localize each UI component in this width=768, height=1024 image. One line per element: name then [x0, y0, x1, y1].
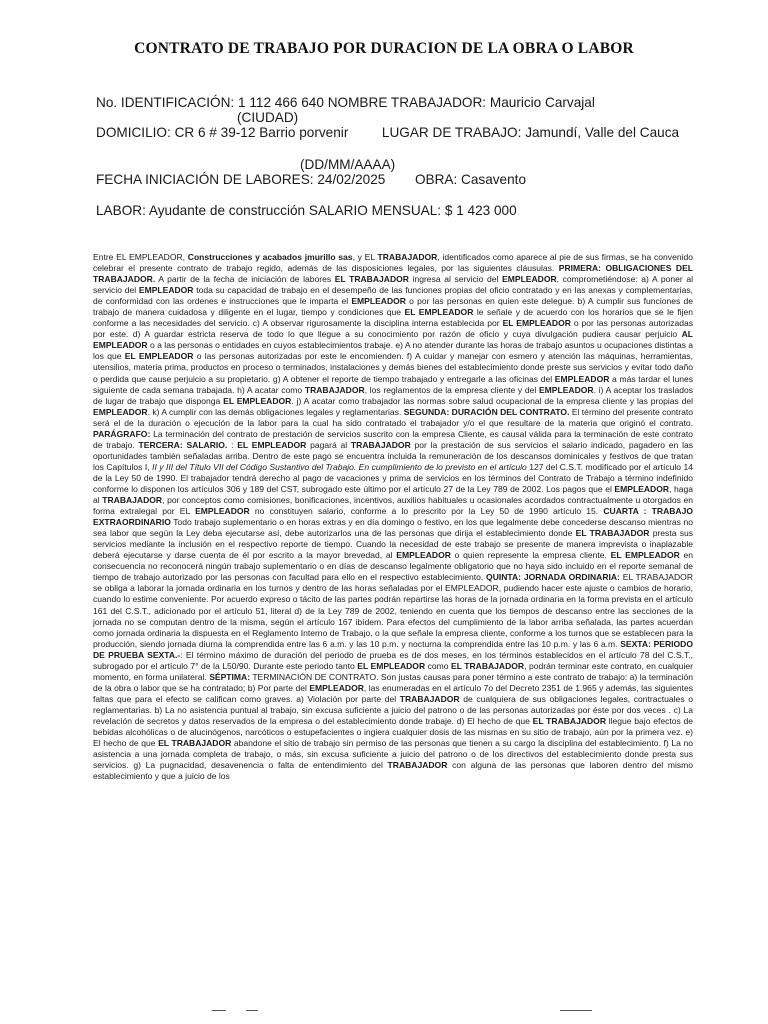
clause-text: , por conceptos como comisiones, bonificaciones, incentivos, auxilios habituales u ocasionales acordados contractualmente u otorgados en forma extralegal por EL: [93, 495, 693, 517]
clause-term: EL TRABAJADOR: [532, 715, 607, 726]
clause-heading: SEXTA: PERIODO DE PRUEBA SEXTA.-: [93, 638, 694, 660]
clause-text: Entre EL EMPLEADOR,: [93, 252, 188, 262]
worker-name-value: Mauricio Carvajal: [489, 95, 595, 110]
clause-text: o las personas autorizadas por este le encomienden. f) A cuidar y manejar con esmero y atención las máquinas, herramientas, utensilios, materia prima, productos en proceso o terminados, instalaciones y demás bienes del establecimiento donde preste sus servicios y evitar todo daño o perdida que cause perjuicio a su propietario. g) A obtener el reporte de tiempo trabajado y entregarle a las oficinas del: [93, 351, 693, 384]
clause-text: . k) A cumplir con las demás obligaciones legales y reglamentarias.: [147, 406, 404, 417]
clause-text: le señale y de acuerdo con los horarios que se le fijen conforme a las necesidades del servicio. c) A observar rigurosamente la disciplina interna establecida por: [93, 307, 693, 329]
workplace-label: LUGAR DE TRABAJO:: [381, 125, 522, 140]
clause-text: con alguna de las personas que laboren dentro del mismo establecimiento y que a juicio de los: [93, 760, 693, 782]
clause-term: EL EMPLEADOR: [237, 439, 307, 450]
id-label: No. IDENTIFICACIÓN:: [96, 95, 235, 110]
clause-term: EL TRABAJADOR: [334, 274, 409, 285]
clause-text: . j) A acatar como trabajador las normas sobre salud ocupacional de la empresa cliente y las propias del: [291, 395, 694, 406]
date-hint: (DD/MM/AAAA): [300, 157, 396, 172]
labor-line: [96, 203, 517, 218]
clause-term: EL EMPLEADOR: [502, 318, 571, 329]
clause-heading: QUINTA: JORNADA ORDINARIA:: [486, 572, 620, 583]
clause-term: EL TRABAJADOR: [451, 660, 525, 671]
worker-name-label: NOMBRE TRABAJADOR:: [327, 95, 487, 110]
clause-term: EL EMPLEADOR: [124, 351, 194, 362]
clause-term: TRABAJADOR: [350, 439, 411, 450]
clause-text: La terminación del contrato de prestación de servicios suscrito con la empresa Cliente, es causal válida para la terminación de este contrato de trabajo.: [93, 428, 693, 450]
clause-term: EMPLEADOR: [93, 406, 148, 417]
clause-text: por la prestación de sus servicios el salario indicado, pagadero en las oportunidades también señaladas arriba. Dentro de este pago se encuentra incluida la remuneración de los descansos dominicales y festivos de que tratan los Capítulos I,: [93, 439, 694, 472]
clause-term: TRABAJADOR: [377, 252, 438, 262]
clause-text: , haga al: [93, 483, 693, 506]
clause-term: TRABAJADOR: [387, 760, 448, 771]
clause-heading: PARÁGRAFO:: [93, 428, 151, 439]
workplace-value: Jamundí, Valle del Cauca: [525, 125, 680, 140]
clause-text: , comprometiéndose: a) A poner al servicio del: [93, 274, 693, 296]
clause-heading: SEGUNDA: DURACIÓN DEL CONTRATO.: [403, 406, 570, 417]
page-bottom-scan-marks: [0, 1010, 768, 1016]
scan-mark: [560, 1010, 592, 1011]
contract-clauses: [93, 252, 693, 782]
clause-term: EMPLEADOR: [554, 373, 610, 384]
clause-term: EMPLEADOR: [538, 384, 594, 395]
labor-value: Ayudante de construcción: [148, 203, 306, 218]
address-line: [96, 125, 679, 140]
address-label: DOMICILIO:: [96, 125, 171, 140]
clause-text: El término del presente contrato será el de la duración o ejecución de la labor para la cual ha sido contratado el trabajador y/o el que resultare de la materia que originó el contrato.: [93, 406, 693, 428]
clause-text: , podrán terminar este contrato, en cualquier momento, en forma unilateral.: [93, 660, 693, 682]
clause-term: EL EMPLEADOR: [357, 660, 426, 671]
city-hint: (CIUDAD): [237, 110, 299, 125]
clause-text: o por las personas autorizadas por este. d) A guardar estricta reserva de todo lo que llegue a su conocimiento por razón de oficio y cuya divulgación pudiera causar perjuicio: [93, 318, 694, 340]
clause-term: EMPLEADOR: [502, 274, 557, 285]
clause-text: llegue bajo efectos de bebidas alcohólicas o de alucinógenos, narcóticos o estupefacientes o ingiera cualquier dosis de las mismas en su sitio de trabajo, aún por la primera vez. e) El hecho de que: [93, 715, 693, 749]
clause-heading: PRIMERA: OBLIGACIONES DEL TRABAJADOR.: [93, 263, 693, 285]
clause-term: EL EMPLEADOR: [404, 307, 474, 318]
clause-text: a más tardar el lunes siguiente de cada semana trabajada. h) A acatar como: [93, 373, 693, 395]
clause-heading: CUARTA : TRABAJO EXTRAORDINARIO: [93, 506, 693, 528]
clause-text: A partir de la fecha de iniciación de labores: [155, 274, 335, 285]
document-title: CONTRATO DE TRABAJO POR DURACION DE LA OBRA O LABOR: [134, 40, 634, 57]
salary-label: SALARIO MENSUAL:: [308, 203, 442, 218]
clause-text: , las enumeradas en el artículo 7o del Decreto 2351 de 1.965 y además, las siguientes faltas que para el efecto se califican como graves. a) Violación por parte del: [93, 682, 693, 704]
labor-label: LABOR:: [96, 203, 146, 218]
clause-term: EL EMPLEADOR: [223, 395, 292, 406]
clause-citation: II y III del Título VII del Código Sustantivo del Trabajo. En cumplimiento de lo previsto en el artículo: [152, 461, 527, 472]
clause-heading: SÉPTIMA:: [209, 671, 251, 682]
clause-text: TERMINACIÓN DE CONTRATO. Son justas causas para poner término a este contrato de trabajo: a) la terminación de la obra o labor que se ha contratado; b) Por parte del: [93, 671, 693, 693]
clause-term: EMPLEADOR: [309, 682, 364, 693]
clause-text: pagará al: [306, 439, 351, 450]
clause-text: de cualquiera de sus obligaciones legales, contractuales o reglamentarias. b) La no asistencia puntual al trabajo, sin excusa suficiente a juicio del patrono o de las personas autorizadas por éste por dos veces . c) La revelación de secretos y datos reservados de la empresa o del establecimiento donde trabaje. d) El hecho de que: [93, 693, 693, 726]
clause-text: o a las personas o entidades en cuyos establecimientos trabaje. e) A no atender durante las horas de trabajo asuntos u ocupaciones distintas a los que: [93, 340, 693, 362]
clause-text: en consecuencia no reconocerá ningún trabajo suplementario o en días de descanso legalmente obligatorio que no haya sido incluido en el reporte semanal de tiempo de trabajo autorizado por las personas con facultad para ello en el respectivo establecimiento.: [93, 550, 694, 583]
clause-term: TRABAJADOR: [304, 384, 365, 395]
id-value: 1 112 466 640: [238, 95, 324, 110]
clause-text: :: [227, 439, 238, 450]
clause-text: no constituyen salario, conforme a lo prescrito por la Ley 50 de 1990 artículo 15.: [249, 506, 604, 517]
clause-term: AL EMPLEADOR: [93, 329, 693, 351]
clause-text: , identificados como aparece al pie de sus firmas, se ha convenido celebrar el presente contrato de trabajo regido, además de las disposiciones legales, por las siguientes cláusulas.: [93, 252, 693, 274]
identification-line: [96, 95, 595, 110]
start-date-line: [96, 172, 526, 187]
clause-term: EMPLEADOR: [396, 550, 451, 561]
clause-text: Todo trabajo suplementario o en horas extras y en día domingo o festivo, en los que legalmente debe concederse descanso mientras no sea labor que según la Ley deba ejecutarse así, debe autorizarlos una de las personas que dirija el establecimiento donde: [93, 517, 693, 539]
clause-text: como: [425, 660, 452, 671]
clause-text: . i) A aceptar los traslados de lugar de trabajo que disponga: [93, 384, 693, 406]
clause-term: EL EMPLEADOR: [610, 550, 680, 561]
clause-text: o quien represente la empresa cliente.: [450, 550, 611, 561]
start-date-value: 24/02/2025: [317, 172, 386, 187]
clause-term: TRABAJADOR: [399, 693, 460, 704]
employer-company: Construcciones y acabados jmurillo sas: [187, 252, 353, 262]
clause-text: abandone el sitio de trabajo sin permiso de las personas que tienen a su cargo la disciplina del establecimiento. f) La no asistencia a una jornada completa de trabajo, o más, sin excusa suficiente a juicio del patrono o de los directivos del establecimiento donde presta sus servicios. g) La pugnacidad, desavenencia o falta de entendimiento del: [93, 738, 693, 771]
salary-value: $ 1 423 000: [444, 203, 517, 218]
work-value: Casavento: [461, 172, 527, 187]
clause-text: o por las personas en quien este delegue. b) A cumplir sus funciones de trabajo de manera cuidadosa y diligente en el lugar, tiempo y condiciones que: [93, 296, 693, 318]
scan-mark: [246, 1010, 258, 1011]
clause-term: TRABAJADOR: [102, 495, 163, 506]
clause-term: EMPLEADOR: [614, 483, 670, 494]
scan-mark: [212, 1010, 226, 1011]
clause-text: presta sus servicios mediante la inclusión en el respectivo reporte de tiempo. Cuando la necesidad de este trabajo se presente de manera imprevista o inaplazable deberá ejecutarse y darse cuenta de él por escrito a la mayor brevedad, al: [93, 528, 693, 561]
clause-term: EL TRABAJADOR: [158, 738, 232, 749]
clause-text: ingresa al servicio del: [408, 274, 503, 285]
clause-term: EMPLEADOR: [138, 285, 194, 296]
clause-text: EL TRABAJADOR se obliga a laborar la jornada ordinaria en los turnos y dentro de las horas señaladas por el EMPLEADOR, pudiendo hacer este ajuste o cambios de horario, cuando lo estime conveniente. Por acuerdo expreso o tácito de las partes podrán repartirse las horas de la jornada ordinaria en la forma prevista en el artículo 161 del C.S.T., adicionado por el artículo 51, literal d) de la Ley 789 de 2002, teniendo en cuenta que los tiempos de descanso entre las secciones de la jornada no se computan dentro de la misma, según el artículo 167 ibídem. Para efectos del cumplimiento de la labor arriba señalada, las partes acuerdan como jornada ordinaria la dispuesta en el Reglamento Interno de Trabajo, o la que señale la empresa cliente, conforme a los turnos que se establecen para la producción, siendo jornada diurna la comprendida entre las 6 a.m. y las 10 p.m. y nocturna la comprendida entre las 10 p.m. y las 6 a.m.: [93, 572, 694, 649]
address-value: CR 6 # 39-12 Barrio porvenir: [174, 125, 349, 140]
work-label: OBRA:: [414, 172, 458, 187]
clause-text: , los reglamentos de la empresa cliente y del: [364, 384, 539, 395]
clause-text: 127 del C.S.T. modificado por el artículo 14 de la Ley 50 de 1990. El trabajador tendrá derecho al pago de vacaciones y prima de servicios en los términos del Contrato de Trabajo a término indefinido conforme lo disponen los artículos 306 y 189 del CST, subrogado este último por el artículo 27 de la Ley 789 de 2002. Los pagos que el: [93, 461, 693, 494]
start-date-label: FECHA INICIACIÓN DE LABORES:: [96, 172, 314, 187]
clause-heading: TERCERA: SALARIO.: [138, 439, 228, 450]
clause-term: EMPLEADOR: [195, 506, 250, 517]
clause-term: EMPLEADOR: [351, 296, 406, 307]
clause-text: , y EL: [352, 252, 378, 262]
clause-term: EL TRABAJADOR: [575, 528, 650, 539]
clause-text: : El término máximo de duración del periodo de prueba es de dos meses, en los términos establecidos en el artículo 78 del C.S.T., subrogado por el artículo 7° de la L50/90. Durante este periodo tanto: [93, 649, 693, 671]
clause-text: toda su capacidad de trabajo en el desempeño de las funciones propias del oficio contratado y en las anexas y complementarias, de conformidad con las ordenes e instrucciones que le imparta el: [93, 285, 693, 307]
